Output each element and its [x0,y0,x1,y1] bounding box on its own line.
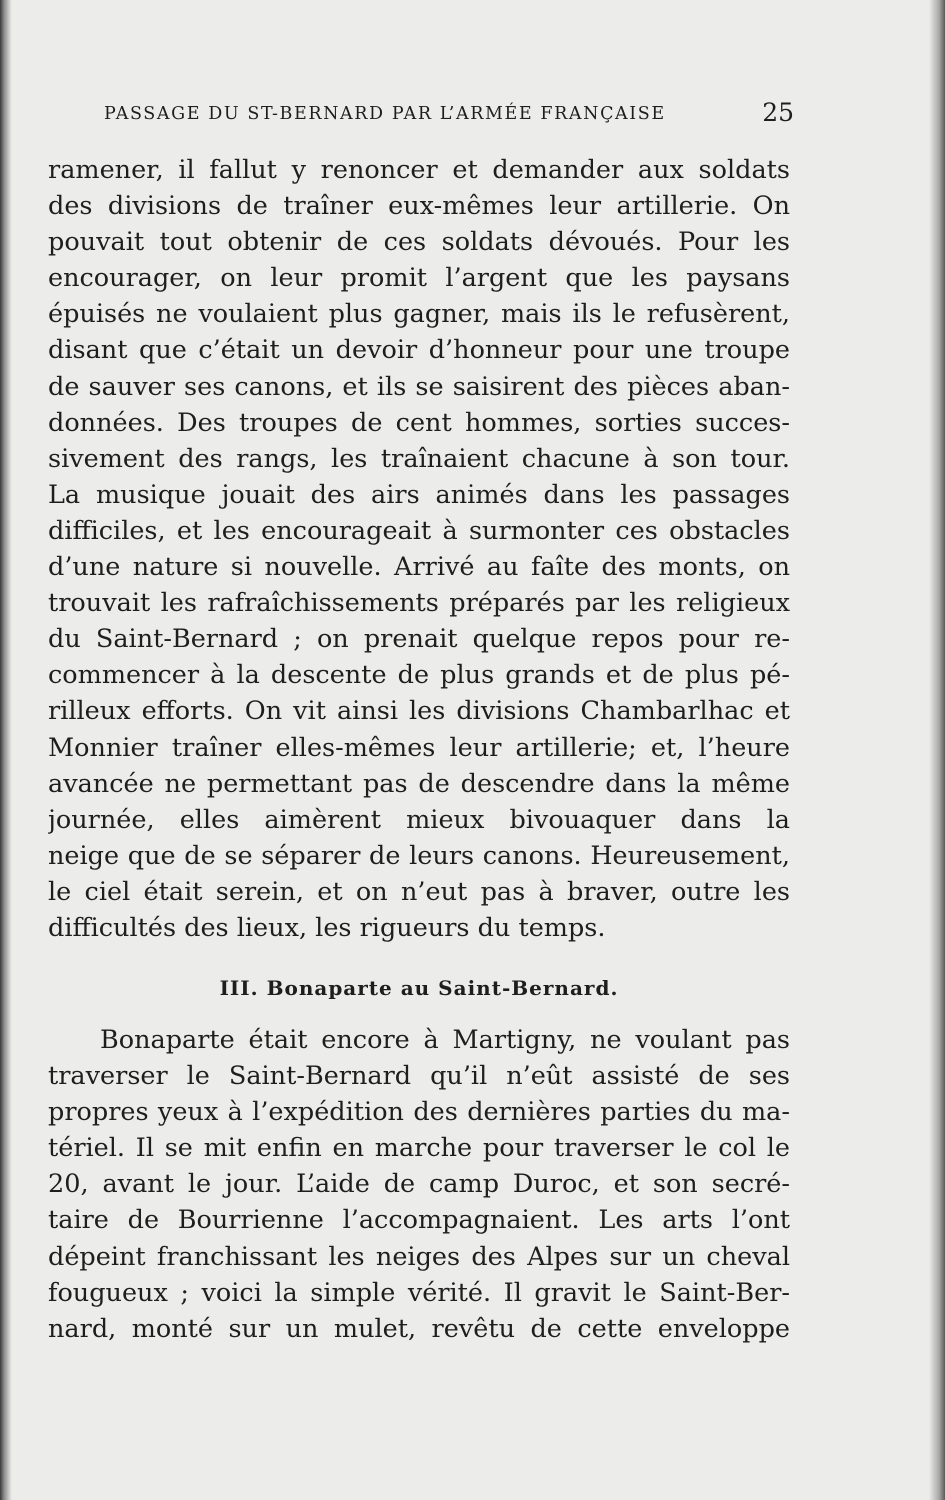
text-line: d’une nature si nouvelle. Arrivé au faîte des monts, on [48,552,790,583]
text-line: rilleux efforts. On vit ainsi les divisions Chambarlhac et [48,696,790,727]
text-line: commencer à la descente de plus grands et de plus pé- [48,660,790,691]
paragraph-2 [48,1022,790,1347]
text-line: pouvait tout obtenir de ces soldats dévoués. Pour les [48,227,790,258]
section-heading: III. Bonaparte au Saint-Bernard. [219,976,619,1000]
text-line: La musique jouait des airs animés dans les passages [48,479,790,510]
text-line: traverser le Saint-Bernard qu’il n’eût assisté de ses [48,1061,790,1092]
text-line: journée, elles aimèrent mieux bivouaquer dans la [48,804,790,835]
text-line: trouvait les rafraîchissements préparés par les religieux [48,588,790,619]
text-line: du Saint-Bernard ; on prenait quelque repos pour re- [48,624,790,655]
text-line: taire de Bourrienne l’accompagnaient. Les arts l’ont [48,1205,790,1236]
text-line: des divisions de traîner eux-mêmes leur artillerie. On [48,191,790,222]
text-line: données. Des troupes de cent hommes, sorties succes- [48,407,790,438]
text-line: encourager, on leur promit l’argent que les paysans [48,263,790,294]
text-line: nard, monté sur un mulet, revêtu de cette enveloppe [48,1313,790,1344]
text-line: fougueux ; voici la simple vérité. Il gravit le Saint-Ber- [48,1277,790,1308]
text-line: de sauver ses canons, et ils se saisirent des pièces aban- [48,371,790,402]
text-line: épuisés ne voulaient plus gagner, mais ils le refusèrent, [48,299,790,330]
text-line: disant que c’était un devoir d’honneur pour une troupe [48,335,790,366]
text-line: difficultés des lieux, les rigueurs du temps. [48,912,606,943]
text-line: ramener, il fallut y renoncer et demander aux soldats [48,155,790,185]
page-edge-left [0,0,12,1500]
text-line: avancée ne permettant pas de descendre dans la même [48,768,790,799]
page-edge-right [929,0,945,1500]
text-line: propres yeux à l’expédition des dernières parties du ma- [48,1097,790,1128]
page-header [104,98,794,132]
text-line: neige que de se séparer de leurs canons. Heureusement, [48,840,790,871]
text-line: dépeint franchissant les neiges des Alpes sur un cheval [48,1241,790,1272]
text-line: sivement des rangs, les traînaient chacune à son tour. [48,443,790,474]
text-line: tériel. Il se mit enfin en marche pour traverser le col le [48,1133,790,1164]
running-title: PASSAGE DU ST-BERNARD PAR L’ARMÉE FRANÇAISE [104,104,666,124]
text-line: difficiles, et les encourageait à surmonter ces obstacles [48,515,790,546]
paragraph-1 [48,152,790,946]
text-line: 20, avant le jour. L’aide de camp Duroc, et son secré- [48,1169,790,1200]
page-number: 25 [762,98,794,127]
text-line: le ciel était serein, et on n’eut pas à braver, outre les [48,876,790,907]
text-line: Monnier traîner elles-mêmes leur artillerie; et, l’heure [48,732,790,763]
text-line: Bonaparte était encore à Martigny, ne voulant pas [100,1025,790,1055]
